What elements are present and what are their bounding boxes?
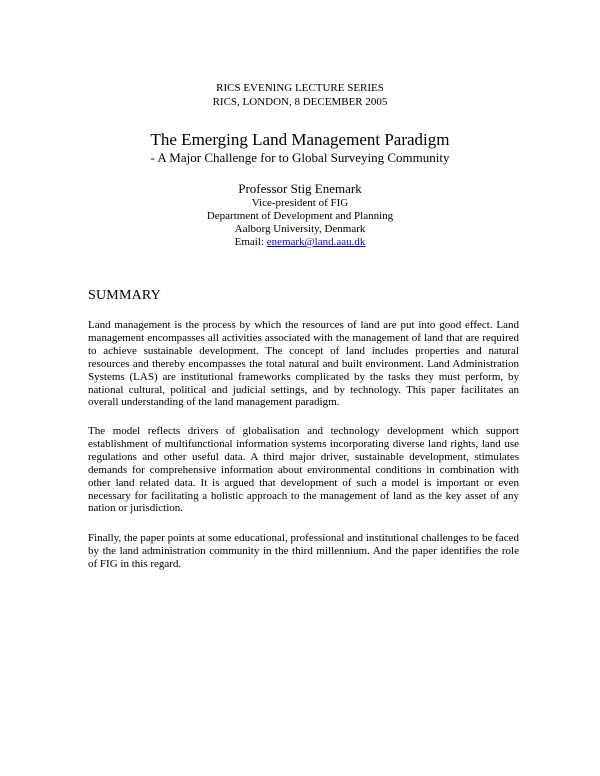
lecture-series-header bbox=[0, 81, 600, 109]
summary-paragraph-2: The model reflects drivers of globalisation and technology development which support establishment of multifunctional information systems incorporating diverse land rights, land use regulations and other useful data. A third major driver, sustainable development, stimulates demands for comprehensive information about environmental conditions in combination with other land related data. It is argued that development of such a model is important or even necessary for facilitating a holistic approach to the management of land as the key asset of any nation or jurisdiction. bbox=[88, 425, 519, 515]
author-role: Vice-president of FIG bbox=[251, 197, 349, 209]
venue-line: RICS, LONDON, 8 DECEMBER 2005 bbox=[212, 96, 388, 108]
author-department: Department of Development and Planning bbox=[206, 210, 394, 222]
summary-paragraph-1: Land management is the process by which the resources of land are put into good effect. Land management encompasses all activities associated with the management of land that are required to achieve sustainable development. The concept of land includes properties and natural resources and thereby encompasses the total natural and built environment. Land Administration Systems (LAS) are institutional frameworks complicated by the tasks they must perform, by national cultural, political and judicial settings, and by technology. This paper facilitates an overall understanding of the land management paradigm. bbox=[88, 319, 519, 409]
author-university: Aalborg University, Denmark bbox=[234, 223, 366, 235]
summary-heading: SUMMARY bbox=[88, 288, 161, 303]
author-block bbox=[0, 181, 600, 249]
title-block bbox=[0, 130, 600, 166]
summary-paragraph-3: Finally, the paper points at some educational, professional and institutional challenges to be faced by the land administration community in the third millennium. And the paper identifies the role of FIG in this regard. bbox=[88, 532, 519, 570]
author-name: Professor Stig Enemark bbox=[238, 181, 362, 196]
paper-title: The Emerging Land Management Paradigm bbox=[150, 130, 450, 149]
paper-subtitle: - A Major Challenge for to Global Surveying Community bbox=[150, 150, 450, 165]
series-line: RICS EVENING LECTURE SERIES bbox=[216, 82, 384, 94]
email-label: Email: bbox=[234, 236, 267, 248]
email-link[interactable]: enemark@land.aau.dk bbox=[266, 236, 366, 248]
author-email-line bbox=[0, 236, 600, 249]
